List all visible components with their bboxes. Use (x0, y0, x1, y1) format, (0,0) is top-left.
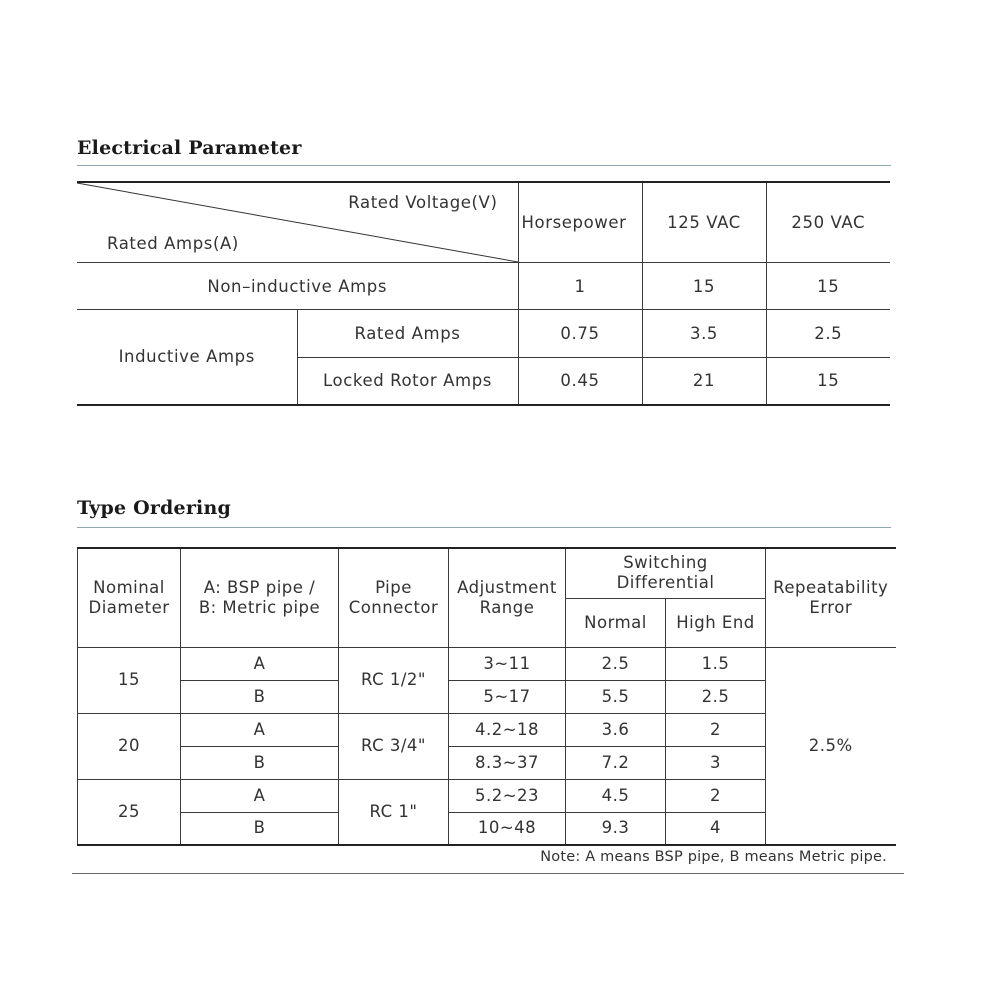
type-ordering-table (77, 547, 896, 846)
heading-divider (77, 165, 891, 166)
high-end-cell: 2 (666, 779, 766, 812)
250vac-header: 250 VAC (766, 182, 890, 263)
high-end-cell: 3 (666, 746, 766, 779)
locked-rotor-250: 15 (766, 358, 890, 405)
range-cell: 10~48 (449, 812, 566, 845)
connector-line-1: Pipe (375, 577, 412, 597)
range-line-2: Range (479, 597, 535, 617)
pipe-type-cell: B (181, 746, 339, 779)
pipe-type-cell: B (181, 680, 339, 713)
type-ordering-heading: Type Ordering (77, 497, 231, 519)
nominal-line-1: Nominal (93, 577, 165, 597)
diameter-cell: 25 (78, 779, 181, 845)
locked-rotor-125: 21 (642, 358, 766, 405)
normal-header: Normal (566, 598, 666, 647)
diagonal-header-cell (77, 182, 518, 263)
repeatability-cell: 2.5% (766, 647, 896, 845)
normal-cell: 9.3 (566, 812, 666, 845)
normal-cell: 2.5 (566, 647, 666, 680)
pipe-connector-header (339, 548, 449, 647)
heading-divider (77, 527, 891, 528)
125vac-header: 125 VAC (642, 182, 766, 263)
high-end-cell: 1.5 (666, 647, 766, 680)
switching-differential-header (566, 548, 766, 598)
high-end-cell: 2.5 (666, 680, 766, 713)
locked-rotor-hp: 0.45 (518, 358, 642, 405)
pipe-type-line-1: A: BSP pipe / (203, 577, 316, 597)
switching-line-2: Differential (616, 573, 715, 593)
pipe-type-cell: A (181, 713, 339, 746)
non-inductive-125: 15 (642, 263, 766, 310)
normal-cell: 5.5 (566, 680, 666, 713)
high-end-cell: 2 (666, 713, 766, 746)
rated-amps-label: Rated Amps(A) (107, 234, 239, 253)
range-cell: 5~17 (449, 680, 566, 713)
connector-cell: RC 1/2" (339, 647, 449, 713)
table-row (78, 647, 896, 680)
high-end-header: High End (666, 598, 766, 647)
non-inductive-label: Non–inductive Amps (77, 263, 518, 310)
rated-amps-250: 2.5 (766, 310, 890, 358)
non-inductive-row (77, 263, 890, 310)
normal-cell: 4.5 (566, 779, 666, 812)
pipe-type-cell: A (181, 647, 339, 680)
nominal-line-2: Diameter (88, 597, 170, 617)
connector-cell: RC 3/4" (339, 713, 449, 779)
switching-line-1: Switching (623, 553, 708, 573)
electrical-parameter-table (77, 181, 890, 406)
rated-amps-label-cell: Rated Amps (297, 310, 518, 358)
normal-cell: 3.6 (566, 713, 666, 746)
pipe-type-cell: A (181, 779, 339, 812)
connector-line-2: Connector (348, 597, 439, 617)
locked-rotor-label: Locked Rotor Amps (297, 358, 518, 405)
ordering-header-row-1 (78, 548, 896, 598)
nominal-diameter-header (78, 548, 181, 647)
range-cell: 3~11 (449, 647, 566, 680)
bottom-divider (72, 873, 904, 874)
connector-cell: RC 1" (339, 779, 449, 845)
normal-cell: 7.2 (566, 746, 666, 779)
electrical-parameter-heading: Electrical Parameter (77, 137, 302, 159)
rated-voltage-label: Rated Voltage(V) (348, 193, 498, 212)
range-line-1: Adjustment (457, 577, 557, 597)
non-inductive-250: 15 (766, 263, 890, 310)
high-end-cell: 4 (666, 812, 766, 845)
rated-amps-125: 3.5 (642, 310, 766, 358)
range-cell: 8.3~37 (449, 746, 566, 779)
repeatability-header (766, 548, 896, 647)
pipe-type-line-2: B: Metric pipe (198, 597, 321, 617)
range-cell: 5.2~23 (449, 779, 566, 812)
rated-amps-hp: 0.75 (518, 310, 642, 358)
pipe-type-header (181, 548, 339, 647)
diameter-cell: 20 (78, 713, 181, 779)
diameter-cell: 15 (78, 647, 181, 713)
repeat-line-2: Error (809, 597, 853, 617)
horsepower-header: Horsepower (518, 182, 642, 263)
range-cell: 4.2~18 (449, 713, 566, 746)
electrical-header-row (77, 182, 890, 263)
inductive-amps-label: Inductive Amps (77, 310, 297, 405)
rated-amps-row (77, 310, 890, 358)
repeat-line-1: Repeatability (773, 577, 889, 597)
adjustment-range-header (449, 548, 566, 647)
ordering-note: Note: A means BSP pipe, B means Metric pipe. (540, 849, 887, 865)
pipe-type-cell: B (181, 812, 339, 845)
non-inductive-hp: 1 (518, 263, 642, 310)
